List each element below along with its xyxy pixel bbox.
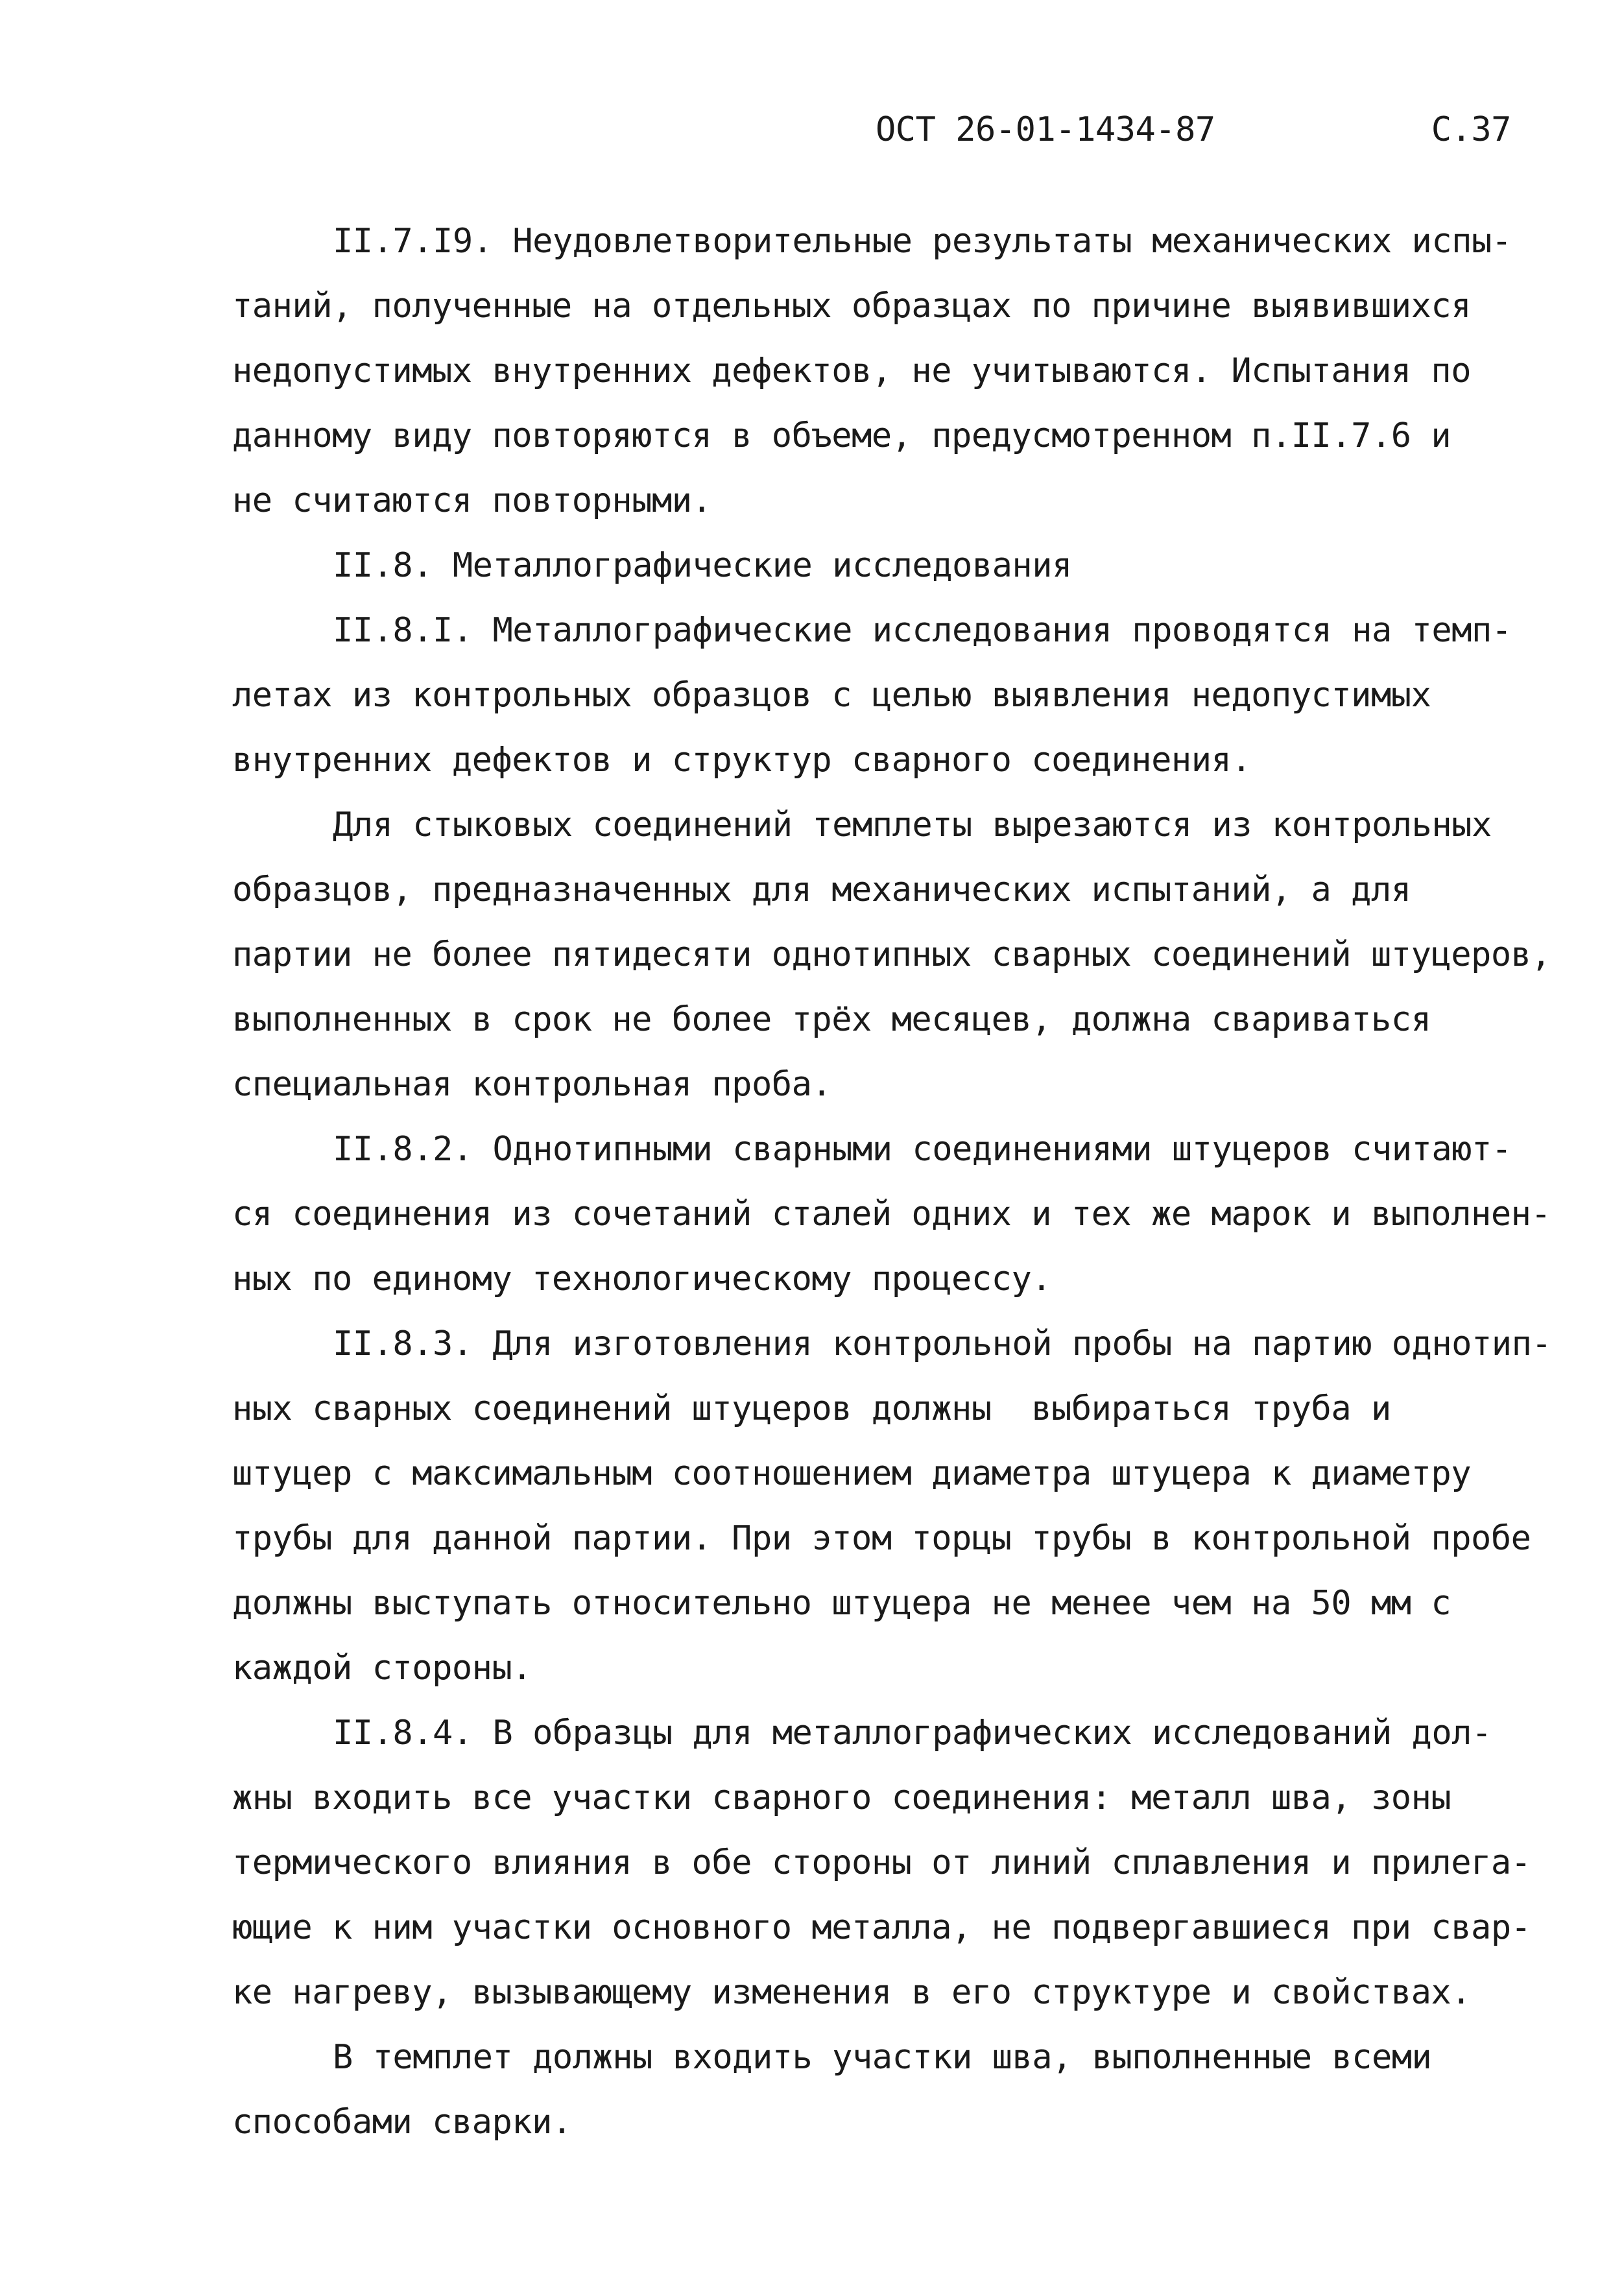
paragraph-line: В темплет должны входить участки шва, выполненные всеми [333,2038,1432,2077]
paragraph-line: данному виду повторяются в объеме, предусмотренном п.II.7.6 и [232,416,1451,455]
paragraph-line: не считаются повторными. [232,481,712,520]
paragraph-line: II.8.4. В образцы для металлографических исследований дол- [333,1714,1492,1753]
paragraph-line: летах из контрольных образцов с целью выявления недопустимых [232,676,1431,715]
paragraph-line: образцов, предназначенных для механических испытаний, а для [232,870,1411,909]
paragraph-line: ных по единому технологическому процессу. [232,1260,1052,1298]
paragraph-line: II.8.I. Металлографические исследования проводятся на темп- [333,611,1512,650]
paragraph-line: ке нагреву, вызывающему изменения в его структуре и свойствах. [232,1973,1472,2012]
paragraph-line: II.8.3. Для изготовления контрольной пробы на партию однотип- [333,1324,1552,1363]
paragraph-line: выполненных в срок не более трёх месяцев, должна свариваться [232,1000,1431,1039]
document-code: ОСТ 26-01-1434-87 [876,110,1215,149]
paragraph-line: внутренних дефектов и структур сварного соединения. [232,741,1252,780]
paragraph-line: партии не более пятидесяти однотипных сварных соединений штуцеров, [232,935,1551,974]
document-body [232,209,1568,2155]
page-header [876,110,1511,162]
paragraph-line: ся соединения из сочетаний сталей одних и тех же марок и выполнен- [232,1195,1551,1234]
paragraph-line: жны входить все участки сварного соединения: металл шва, зоны [232,1778,1451,1817]
page-number: С.37 [1431,110,1511,149]
paragraph-line: недопустимых внутренних дефектов, не учитываются. Испытания по [232,352,1472,390]
paragraph-line: штуцер с максимальным соотношением диаметра штуцера к диаметру [232,1454,1472,1493]
paragraph-line: каждой стороны. [232,1649,532,1688]
paragraph-line: Для стыковых соединений темплеты вырезаются из контрольных [333,806,1492,844]
paragraph-line: II.8.2. Однотипными сварными соединениями штуцеров считают- [333,1130,1512,1169]
paragraph-line: II.7.I9. Неудовлетворительные результаты механических испы- [333,222,1512,261]
paragraph-line: таний, полученные на отдельных образцах по причине выявившихся [232,287,1472,326]
paragraph-line: трубы для данной партии. При этом торцы трубы в контрольной пробе [232,1519,1531,1558]
paragraph-line: термического влияния в обе стороны от линий сплавления и прилега- [232,1843,1531,1882]
paragraph-line: ющие к ним участки основного металла, не подвергавшиеся при свар- [232,1908,1531,1947]
paragraph-line: ных сварных соединений штуцеров должны выбираться труба и [232,1389,1391,1428]
section-heading: II.8. Металлографические исследования [333,546,1072,585]
paragraph-line: способами сварки. [232,2103,572,2142]
paragraph-line: специальная контрольная проба. [232,1065,832,1104]
paragraph-line: должны выступать относительно штуцера не менее чем на 50 мм с [232,1584,1451,1623]
